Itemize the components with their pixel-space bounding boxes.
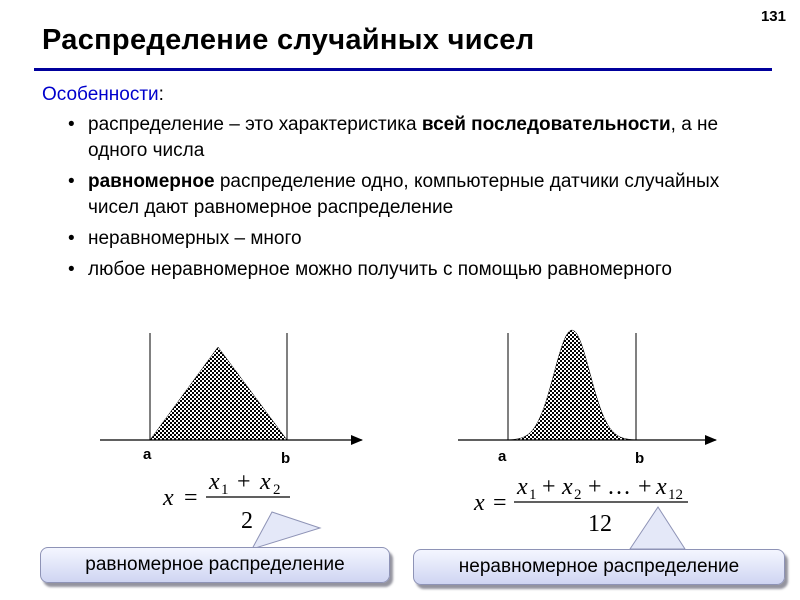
svg-text:+: + bbox=[588, 474, 602, 500]
nonuniform-distribution-label: неравномерное распределение bbox=[413, 549, 785, 585]
svg-text:…: … bbox=[607, 474, 631, 500]
svg-text:1: 1 bbox=[529, 487, 537, 503]
right-label-b: b bbox=[635, 450, 645, 467]
svg-text:12: 12 bbox=[668, 487, 683, 503]
subtitle-colon: : bbox=[158, 84, 164, 105]
svg-text:x: x bbox=[163, 485, 174, 511]
svg-text:x: x bbox=[209, 469, 220, 495]
bell-curve-shape bbox=[508, 330, 636, 440]
bullet-item: • любое неравномерное можно получить с помощью равномерного bbox=[68, 257, 748, 283]
svg-text:2: 2 bbox=[273, 482, 281, 498]
triangle-shape bbox=[150, 347, 287, 440]
svg-text:x: x bbox=[562, 474, 573, 500]
bullet-item: • распределение – это характеристика всей последовательности, а не одного числа bbox=[68, 112, 748, 164]
right-label-a: a bbox=[498, 448, 507, 465]
svg-text:x: x bbox=[474, 490, 485, 516]
uniform-distribution-label: равномерное распределение bbox=[40, 547, 390, 583]
subtitle-text: Особенности bbox=[42, 84, 159, 105]
left-label-a: a bbox=[143, 446, 152, 463]
svg-text:x: x bbox=[517, 474, 528, 500]
svg-text:+: + bbox=[237, 469, 251, 495]
svg-text:x: x bbox=[260, 469, 271, 495]
svg-text:2: 2 bbox=[241, 508, 253, 534]
svg-text:=: = bbox=[493, 490, 507, 516]
bullet-item: • неравномерных – много bbox=[68, 226, 748, 252]
svg-text:2: 2 bbox=[574, 487, 582, 503]
svg-text:1: 1 bbox=[221, 482, 229, 498]
page-number: 131 bbox=[760, 8, 786, 25]
svg-text:=: = bbox=[184, 485, 198, 511]
page-title: Распределение случайных чисел bbox=[42, 24, 535, 56]
svg-text:12: 12 bbox=[588, 511, 612, 537]
svg-text:+: + bbox=[638, 474, 652, 500]
bullet-item: • равномерное распределение одно, компьютерные датчики случайных чисел дают равномерное распределение bbox=[68, 169, 748, 221]
triangular-distribution-chart bbox=[100, 333, 362, 467]
left-callout-pointer bbox=[252, 512, 320, 549]
svg-text:+: + bbox=[542, 474, 556, 500]
left-label-b: b bbox=[281, 450, 291, 467]
normal-distribution-chart bbox=[458, 330, 716, 467]
right-callout-pointer bbox=[630, 507, 685, 549]
svg-text:x: x bbox=[656, 474, 667, 500]
